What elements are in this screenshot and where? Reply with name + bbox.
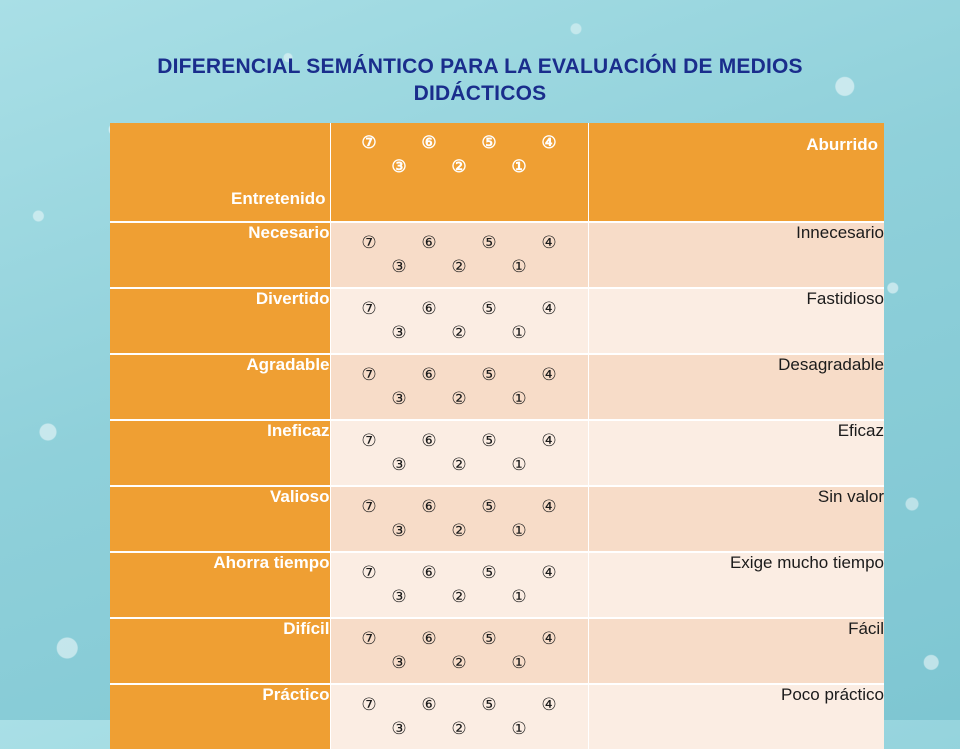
row-right-pole: Eficaz (588, 420, 884, 486)
row-right-pole: Desagradable (588, 354, 884, 420)
scale-option-3[interactable]: ③ (391, 587, 407, 606)
table-row (110, 420, 884, 486)
scale-option-5[interactable]: ⑤ (481, 695, 497, 714)
scale-option-2[interactable]: ② (451, 257, 467, 276)
scale-option-4[interactable]: ④ (541, 695, 557, 714)
scale-option-6[interactable]: ⑥ (421, 233, 437, 252)
scale-option-1[interactable]: ① (511, 653, 527, 672)
scale-option-5[interactable]: ⑤ (481, 299, 497, 318)
scale-option-7[interactable]: ⑦ (361, 431, 377, 450)
header-scale-option-3: ③ (391, 157, 407, 176)
row-right-pole: Poco práctico (588, 684, 884, 749)
scale-option-5[interactable]: ⑤ (481, 233, 497, 252)
scale-option-7[interactable]: ⑦ (361, 233, 377, 252)
scale-option-7[interactable]: ⑦ (361, 497, 377, 516)
scale-option-3[interactable]: ③ (391, 389, 407, 408)
scale-option-7[interactable]: ⑦ (361, 365, 377, 384)
row-left-pole: Agradable (110, 354, 330, 420)
scale-option-2[interactable]: ② (451, 521, 467, 540)
scale-option-5[interactable]: ⑤ (481, 431, 497, 450)
row-right-pole: Exige mucho tiempo (588, 552, 884, 618)
scale-option-1[interactable]: ① (511, 521, 527, 540)
scale-option-2[interactable]: ② (451, 587, 467, 606)
scale-option-6[interactable]: ⑥ (421, 695, 437, 714)
rating-scale (330, 552, 588, 618)
table-row (110, 288, 884, 354)
scale-option-2[interactable]: ② (451, 455, 467, 474)
scale-option-2[interactable]: ② (451, 389, 467, 408)
scale-option-6[interactable]: ⑥ (421, 497, 437, 516)
header-left-pole: Entretenido (110, 123, 330, 222)
scale-option-6[interactable]: ⑥ (421, 629, 437, 648)
scale-option-4[interactable]: ④ (541, 497, 557, 516)
rating-scale (330, 486, 588, 552)
scale-option-4[interactable]: ④ (541, 299, 557, 318)
scale-option-3[interactable]: ③ (391, 521, 407, 540)
scale-option-6[interactable]: ⑥ (421, 365, 437, 384)
semantic-differential-table (110, 123, 884, 749)
scale-option-6[interactable]: ⑥ (421, 563, 437, 582)
scale-option-1[interactable]: ① (511, 323, 527, 342)
page-title: DIFERENCIAL SEMÁNTICO PARA LA EVALUACIÓN DE MEDIOS DIDÁCTICOS (157, 55, 803, 105)
scale-option-2[interactable]: ② (451, 653, 467, 672)
scale-option-7[interactable]: ⑦ (361, 629, 377, 648)
header-scale-option-1: ① (511, 157, 527, 176)
rating-scale (330, 288, 588, 354)
scale-option-2[interactable]: ② (451, 323, 467, 342)
table-row (110, 684, 884, 749)
rating-scale (330, 618, 588, 684)
scale-option-5[interactable]: ⑤ (481, 563, 497, 582)
table-row (110, 486, 884, 552)
row-left-pole: Divertido (110, 288, 330, 354)
scale-option-1[interactable]: ① (511, 719, 527, 738)
scale-option-4[interactable]: ④ (541, 629, 557, 648)
header-scale-option-7: ⑦ (361, 133, 377, 152)
scale-option-7[interactable]: ⑦ (361, 695, 377, 714)
scale-option-6[interactable]: ⑥ (421, 299, 437, 318)
scale-option-7[interactable]: ⑦ (361, 299, 377, 318)
scale-option-2[interactable]: ② (451, 719, 467, 738)
scale-option-5[interactable]: ⑤ (481, 629, 497, 648)
rating-scale (330, 222, 588, 288)
scale-option-6[interactable]: ⑥ (421, 431, 437, 450)
scale-option-1[interactable]: ① (511, 257, 527, 276)
row-left-pole: Necesario (110, 222, 330, 288)
header-scale (330, 123, 588, 222)
row-right-pole: Fácil (588, 618, 884, 684)
scale-option-3[interactable]: ③ (391, 455, 407, 474)
scale-option-5[interactable]: ⑤ (481, 365, 497, 384)
scale-option-1[interactable]: ① (511, 587, 527, 606)
table-row (110, 222, 884, 288)
row-right-pole: Sin valor (588, 486, 884, 552)
scale-option-5[interactable]: ⑤ (481, 497, 497, 516)
scale-option-1[interactable]: ① (511, 455, 527, 474)
scale-option-3[interactable]: ③ (391, 257, 407, 276)
scale-option-3[interactable]: ③ (391, 323, 407, 342)
scale-option-3[interactable]: ③ (391, 719, 407, 738)
header-scale-option-5: ⑤ (481, 133, 497, 152)
rating-scale (330, 354, 588, 420)
scale-option-4[interactable]: ④ (541, 563, 557, 582)
row-right-pole: Fastidioso (588, 288, 884, 354)
header-scale-option-6: ⑥ (421, 133, 437, 152)
scale-option-4[interactable]: ④ (541, 431, 557, 450)
row-left-pole: Difícil (110, 618, 330, 684)
rating-scale (330, 684, 588, 749)
scale-option-4[interactable]: ④ (541, 233, 557, 252)
row-left-pole: Ineficaz (110, 420, 330, 486)
header-scale-option-2: ② (451, 157, 467, 176)
row-left-pole: Práctico (110, 684, 330, 749)
row-left-pole: Ahorra tiempo (110, 552, 330, 618)
scale-option-1[interactable]: ① (511, 389, 527, 408)
scale-option-3[interactable]: ③ (391, 653, 407, 672)
rating-scale (330, 420, 588, 486)
scale-option-4[interactable]: ④ (541, 365, 557, 384)
table-row (110, 618, 884, 684)
table-header-row (110, 123, 884, 222)
table-row (110, 354, 884, 420)
row-right-pole: Innecesario (588, 222, 884, 288)
row-left-pole: Valioso (110, 486, 330, 552)
header-scale-option-4: ④ (541, 133, 557, 152)
header-right-pole: Aburrido (588, 123, 884, 222)
scale-option-7[interactable]: ⑦ (361, 563, 377, 582)
table-row (110, 552, 884, 618)
